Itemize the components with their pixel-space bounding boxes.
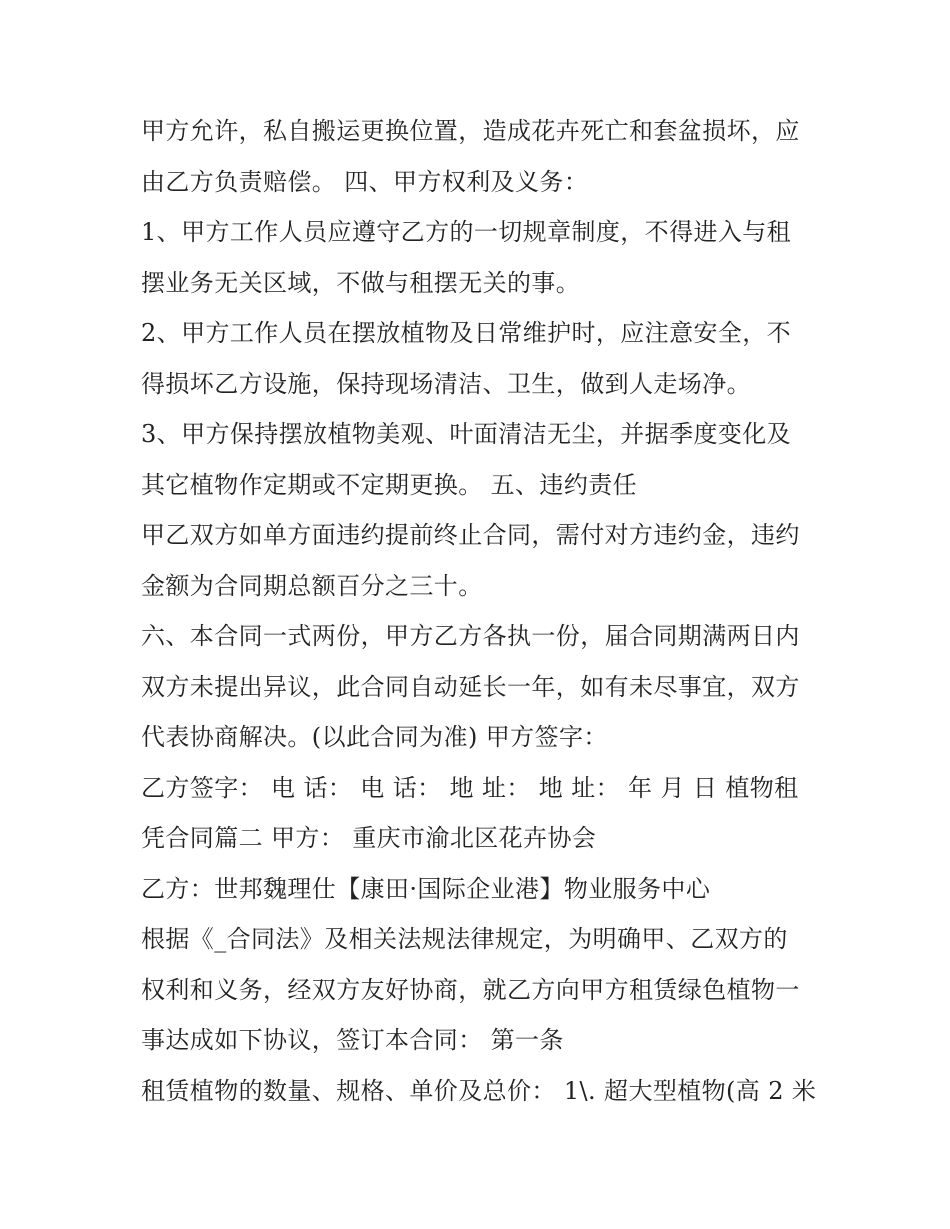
text-line: 2、甲方工作人员在摆放植物及日常维护时，应注意安全，不: [141, 319, 792, 347]
text-line: 乙方签字： 电 话： 电 话： 地 址： 地 址： 年 月 日 植物租: [141, 773, 799, 802]
text-line: 1、甲方工作人员应遵守乙方的一切规章制度，不得进入与租: [141, 218, 792, 246]
text-line: 得损坏乙方设施，保持现场清洁、卫生，做到人走场净。: [141, 369, 751, 398]
text-line: 由乙方负责赔偿。 四、甲方权利及义务：: [141, 167, 589, 196]
text-line: 乙方：世邦魏理仕【康田·国际企业港】物业服务中心: [141, 874, 711, 903]
text-line: 甲乙双方如单方面违约提前终止合同，需付对方违约金，违约: [141, 521, 800, 549]
text-line: 根据《_合同法》及相关法规法律规定，为明确甲、乙双方的: [141, 925, 788, 953]
text-line: 摆业务无关区域，不做与租摆无关的事。: [141, 268, 581, 297]
text-line: 其它植物作定期或不定期更换。 五、违约责任: [141, 470, 638, 499]
text-line: 代表协商解决。(以此合同为准) 甲方签字：: [141, 723, 608, 751]
document-body: [141, 106, 821, 1116]
text-line: 双方未提出异议，此合同自动延长一年，如有未尽事宜，双方: [141, 672, 800, 701]
text-line: 凭合同篇二 甲方： 重庆市渝北区花卉协会: [141, 824, 597, 852]
text-line: 甲方允许，私自搬运更换位置，造成花卉死亡和套盆损坏，应: [141, 117, 800, 145]
text-line: 金额为合同期总额百分之三十。: [141, 571, 483, 600]
text-line: 3、甲方保持摆放植物美观、叶面清洁无尘，并据季度变化及: [141, 420, 792, 448]
text-line: 事达成如下协议，签订本合同： 第一条: [141, 1026, 564, 1054]
text-line: 租赁植物的数量、规格、单价及总价： 1\. 超大型植物(高 2 米: [141, 1076, 817, 1105]
text-line: 六、本合同一式两份，甲方乙方各执一份，届合同期满两日内: [141, 622, 800, 650]
text-line: 权利和义务，经双方友好协商，就乙方向甲方租赁绿色植物一: [141, 975, 800, 1004]
